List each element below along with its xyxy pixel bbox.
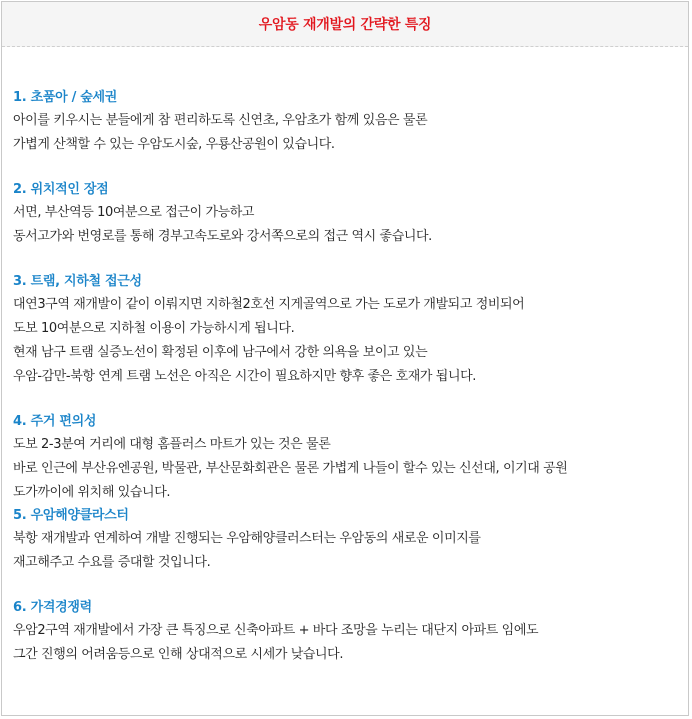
feature-section — [13, 271, 688, 389]
section-text-line: 도보 2-3분여 거리에 대형 홈플러스 마트가 있는 것은 물론 — [13, 437, 331, 452]
section-text-line: 현재 남구 트램 실증노선이 확정된 이후에 남구에서 강한 의욕을 보이고 있는 — [13, 345, 428, 360]
page-title: 우암동 재개발의 간략한 특징 — [258, 17, 432, 33]
section-text-line: 우암2구역 재개발에서 가장 큰 특징으로 신축아파트 + 바다 조망을 누리는 대단지 아파트 임에도 — [13, 623, 539, 638]
title-bar — [2, 2, 688, 47]
section-heading: 1. 초품아 / 숲세권 — [13, 90, 118, 105]
section-heading: 3. 트램, 지하철 접근성 — [13, 274, 142, 289]
section-heading: 4. 주거 편의성 — [13, 414, 97, 429]
feature-section — [13, 505, 688, 575]
feature-list — [2, 47, 688, 667]
section-text-line: 북항 재개발과 연계하여 개발 진행되는 우암해양클러스터는 우암동의 새로운 이미지를 — [13, 531, 481, 546]
feature-section — [13, 179, 688, 249]
section-text-line: 동서고가와 번영로를 통해 경부고속도로와 강서쪽으로의 접근 역시 좋습니다. — [13, 229, 432, 244]
section-heading: 2. 위치적인 장점 — [13, 182, 109, 197]
feature-section — [13, 597, 688, 667]
section-text-line: 도가까이에 위치해 있습니다. — [13, 485, 171, 500]
section-text-line: 우암-감만-북항 연계 트램 노선은 아직은 시간이 필요하지만 향후 좋은 호재가 됩니다. — [13, 369, 477, 384]
feature-section — [13, 87, 688, 157]
section-text-line: 대연3구역 재개발이 같이 이뤄지면 지하철2호선 지게골역으로 가는 도로가 개발되고 정비되어 — [13, 297, 525, 312]
section-heading: 5. 우암해양클라스터 — [13, 508, 129, 523]
section-text-line: 도보 10여분으로 지하철 이용이 가능하시게 됩니다. — [13, 321, 295, 336]
section-heading: 6. 가격경쟁력 — [13, 600, 92, 615]
section-text-line: 서면, 부산역등 10여분으로 접근이 가능하고 — [13, 205, 255, 220]
feature-section — [13, 411, 688, 505]
section-text-line: 바로 인근에 부산유엔공원, 박물관, 부산문화회관은 물론 가볍게 나들이 할수 있는 신선대, 이기대 공원 — [13, 461, 568, 476]
section-text-line: 가볍게 산책할 수 있는 우암도시숲, 우룡산공원이 있습니다. — [13, 137, 335, 152]
content-box — [1, 1, 689, 716]
section-text-line: 그간 진행의 어려움등으로 인해 상대적으로 시세가 낮습니다. — [13, 647, 344, 662]
section-text-line: 재고해주고 수요를 증대할 것입니다. — [13, 555, 211, 570]
section-text-line: 아이를 키우시는 분들에게 참 편리하도록 신연초, 우암초가 함께 있음은 물론 — [13, 113, 428, 128]
